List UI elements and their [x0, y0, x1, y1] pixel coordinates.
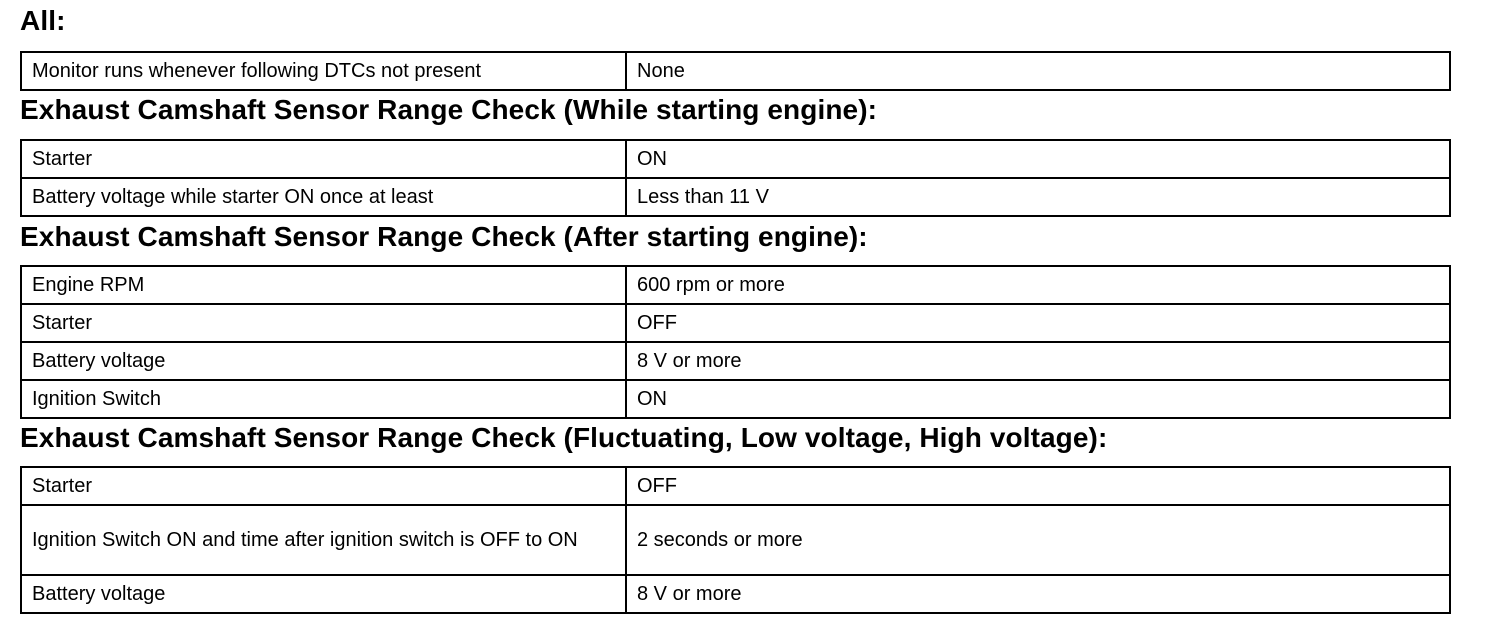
- section-heading-while-starting: Exhaust Camshaft Sensor Range Check (While starting engine):: [20, 94, 878, 125]
- value-cell: ON: [626, 140, 1450, 178]
- condition-cell: Starter: [21, 140, 626, 178]
- value-cell: ON: [626, 380, 1450, 418]
- value-cell: 2 seconds or more: [626, 505, 1450, 575]
- table-row: [21, 380, 1450, 418]
- value-cell: OFF: [626, 467, 1450, 505]
- table-row: [21, 505, 1450, 575]
- condition-cell: Ignition Switch: [21, 380, 626, 418]
- table-row: [21, 52, 1450, 90]
- table-row: [21, 304, 1450, 342]
- conditions-table-all: [20, 51, 1451, 91]
- condition-cell: Battery voltage: [21, 575, 626, 613]
- conditions-table-after-starting: [20, 265, 1451, 419]
- condition-cell: Starter: [21, 467, 626, 505]
- condition-cell: Monitor runs whenever following DTCs not present: [21, 52, 626, 90]
- section-heading-fluctuating: Exhaust Camshaft Sensor Range Check (Fluctuating, Low voltage, High voltage):: [20, 422, 1108, 453]
- section-heading-after-starting: Exhaust Camshaft Sensor Range Check (After starting engine):: [20, 221, 868, 252]
- table-row: [21, 467, 1450, 505]
- value-cell: 600 rpm or more: [626, 266, 1450, 304]
- table-row: [21, 140, 1450, 178]
- value-cell: 8 V or more: [626, 342, 1450, 380]
- value-cell: OFF: [626, 304, 1450, 342]
- condition-cell: Starter: [21, 304, 626, 342]
- value-cell: Less than 11 V: [626, 178, 1450, 216]
- condition-cell: Battery voltage while starter ON once at least: [21, 178, 626, 216]
- conditions-table-fluctuating: [20, 466, 1451, 614]
- table-row: [21, 266, 1450, 304]
- value-cell: 8 V or more: [626, 575, 1450, 613]
- condition-cell: Engine RPM: [21, 266, 626, 304]
- table-row: [21, 178, 1450, 216]
- table-row: [21, 575, 1450, 613]
- value-cell: None: [626, 52, 1450, 90]
- condition-cell: Battery voltage: [21, 342, 626, 380]
- table-row: [21, 342, 1450, 380]
- condition-cell: Ignition Switch ON and time after ignition switch is OFF to ON: [21, 505, 626, 575]
- section-heading-all: All:: [20, 5, 66, 36]
- conditions-table-while-starting: [20, 139, 1451, 217]
